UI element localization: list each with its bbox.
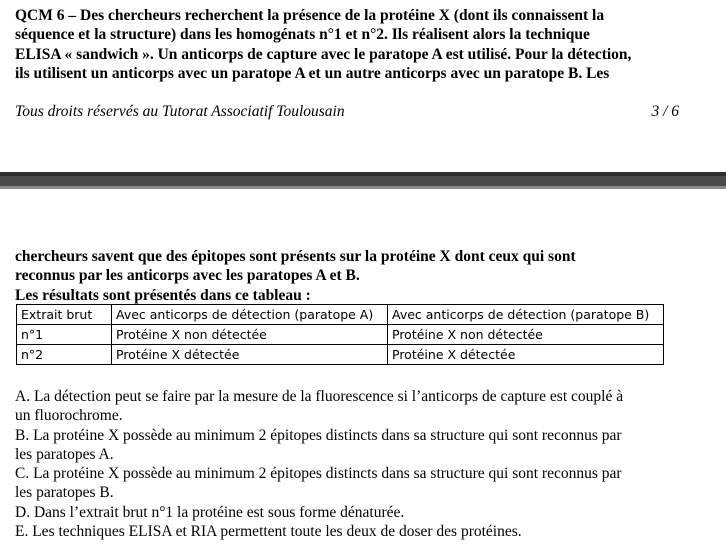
page-separator-bottom [0,186,726,189]
question-intro [15,6,715,83]
table-cell: n°1 [17,325,112,345]
page-top [0,0,726,160]
table-row [17,325,664,345]
table-header-cell: Avec anticorps de détection (paratope B) [388,305,664,325]
answer-option-c: C. La protéine X possède au minimum 2 épitopes distincts dans sa structure qui sont reconnus par [15,465,622,483]
footer-rights: Tous droits réservés au Tutorat Associatif Toulousain [15,103,345,120]
answer-option-c-cont: les paratopes B. [15,484,114,502]
table-cell: Protéine X détectée [388,345,664,365]
page-number: 3 / 6 [651,103,679,120]
table-cell: Protéine X détectée [112,345,388,365]
table-header-cell: Avec anticorps de détection (paratope A) [112,305,388,325]
question-intro-line: QCM 6 – Des chercheurs recherchent la présence de la protéine X (dont ils connaissent la [15,7,605,24]
answer-option-a: A. La détection peut se faire par la mesure de la fluorescence si l’anticorps de capture est couplé à [15,388,624,405]
question-intro-line: ELISA « sandwich ». Un anticorps de capture avec le paratope A est utilisé. Pour la détection, [15,45,632,63]
answer-options [15,387,715,541]
results-table [16,304,664,365]
table-header-cell: Extrait brut [17,305,112,325]
page-separator [0,176,726,186]
answer-option-d: D. Dans l’extrait brut n°1 la protéine est sous forme dénaturée. [15,503,405,521]
answer-option-e: E. Les techniques ELISA et RIA permettent toute les deux de doser des protéines. [15,523,522,541]
table-caption: Les résultats sont présentés dans ce tableau : [15,286,311,304]
table-cell: Protéine X non détectée [388,325,664,345]
question-continuation-line: reconnus par les anticorps avec les paratopes A et B. [15,267,360,285]
answer-option-a-cont: un fluorochrome. [15,407,123,425]
answer-option-b-cont: les paratopes A. [15,445,114,463]
table-row [17,345,664,365]
table-cell: n°2 [17,345,112,365]
table-cell: Protéine X non détectée [112,325,388,345]
question-intro-line: ils utilisent un anticorps avec un paratope A et un autre anticorps avec un paratope B. Les [15,64,610,82]
question-continuation [15,247,715,305]
question-continuation-line: chercheurs savent que des épitopes sont présents sur la protéine X dont ceux qui sont [15,248,576,265]
answer-option-b: B. La protéine X possède au minimum 2 épitopes distincts dans sa structure qui sont reconnus par [15,426,622,444]
question-intro-line: séquence et la structure) dans les homogénats n°1 et n°2. Ils réalisent alors la technique [15,26,590,44]
table-header-row [17,305,664,325]
